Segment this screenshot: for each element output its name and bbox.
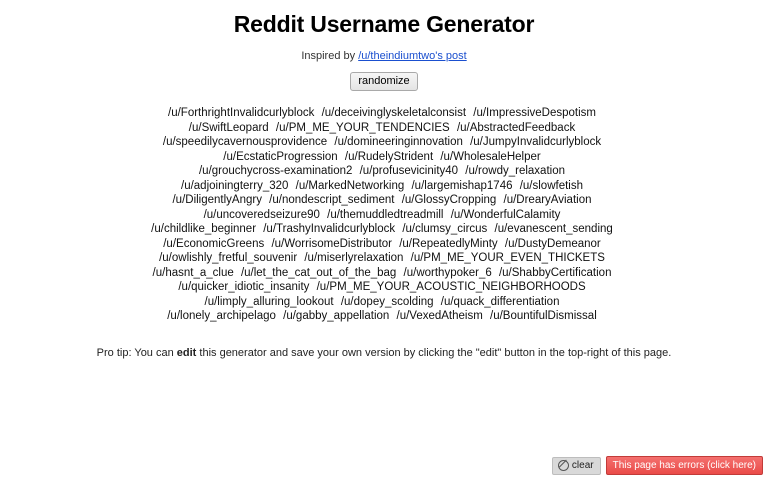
username-item: /u/clumsy_circus [402,223,488,235]
pro-tip-text [0,347,768,359]
username-item: /u/GlossyCropping [401,194,497,206]
username-item: /u/MarkedNetworking [295,179,405,192]
username-item: /u/TrashyInvalidcurlyblock [263,223,396,235]
username-item: /u/RepeatedlyMinty [399,237,498,250]
username-item: /u/SwiftLeopard [188,121,269,134]
username-item: /u/dopey_scolding [340,295,434,308]
pro-tip-after: this generator and save your own version by clicking the "edit" button in the top-right of this page. [196,346,672,359]
username-item: /u/let_the_cat_out_of_the_bag [240,266,397,279]
username-item: /u/DiligentlyAngry [172,194,262,206]
username-item: /u/profusevicinity40 [359,165,459,177]
username-item: /u/nondescript_sediment [269,194,395,206]
username-item: /u/RudelyStrident [344,150,434,163]
username-item: /u/evanescent_sending [494,223,613,235]
pro-tip-before: Pro tip: You can [96,346,177,359]
username-item: /u/quicker_idiotic_insanity [178,281,310,293]
username-item: /u/BountifulDismissal [490,310,597,322]
username-item: /u/ImpressiveDespotism [473,107,596,119]
clear-console-button[interactable] [552,457,601,475]
username-item: /u/deceivinglyskeletalconsist [321,107,467,119]
status-badge-bar [552,456,763,475]
username-item: /u/childlike_beginner [151,223,257,235]
username-item: /u/PM_ME_YOUR_TENDENCIES [275,121,450,134]
username-item: /u/VexedAtheism [396,310,483,322]
generated-username-list [0,106,768,324]
username-item: /u/ShabbyCertification [498,266,612,279]
clear-label: clear [571,459,594,471]
username-item: /u/slowfetish [519,179,583,192]
username-item: /u/PM_ME_YOUR_ACOUSTIC_NEIGHBORHOODS [316,281,586,293]
username-item: /u/domineeringinnovation [334,136,463,148]
username-item: /u/worthypoker_6 [403,266,492,279]
inspired-prefix: Inspired by [301,50,359,62]
page-title: Reddit Username Generator [233,11,535,37]
page-errors-badge[interactable]: This page has errors (click here) [606,456,763,475]
username-item: /u/adjoiningterry_320 [181,179,289,192]
username-item: /u/EcstaticProgression [223,150,338,163]
username-item: /u/grouchycross-examination2 [198,165,353,177]
inspired-by-line [0,38,768,62]
username-item: /u/owlishly_fretful_souvenir [159,252,298,264]
no-entry-icon [558,460,569,471]
username-item: /u/AbstractedFeedback [456,121,576,134]
username-item: /u/miserlyrelaxation [304,252,404,264]
username-item: /u/JumpyInvalidcurlyblock [470,136,602,148]
pro-tip-edit-word: edit [176,346,197,359]
randomize-button[interactable]: randomize [350,72,417,91]
randomize-button-wrap [0,71,768,91]
username-item: /u/speedilycavernousprovidence [162,136,328,148]
username-item: /u/DustyDemeanor [504,237,601,250]
username-item: /u/DrearyAviation [503,194,592,206]
username-item: /u/PM_ME_YOUR_EVEN_THICKETS [410,252,605,264]
username-item: /u/largemishap1746 [411,179,513,192]
username-item: /u/themuddledtreadmill [327,208,444,221]
username-item: /u/hasnt_a_clue [152,266,234,279]
username-item: /u/rowdy_relaxation [465,165,565,177]
username-item: /u/lonely_archipelago [167,310,276,322]
username-item: /u/WorrisomeDistributor [271,237,393,250]
inspired-source-link[interactable]: /u/theindiumtwo's post [358,50,467,62]
username-item: /u/uncoveredseizure90 [203,208,320,221]
username-item: /u/quack_differentiation [440,295,560,308]
username-item: /u/gabby_appellation [283,310,390,322]
username-item: /u/ForthrightInvalidcurlyblock [168,107,315,119]
username-item: /u/EconomicGreens [163,237,265,250]
username-item: /u/WholesaleHelper [440,150,541,163]
username-item: /u/WonderfulCalamity [450,208,561,221]
username-item: /u/limply_alluring_lookout [204,295,334,308]
